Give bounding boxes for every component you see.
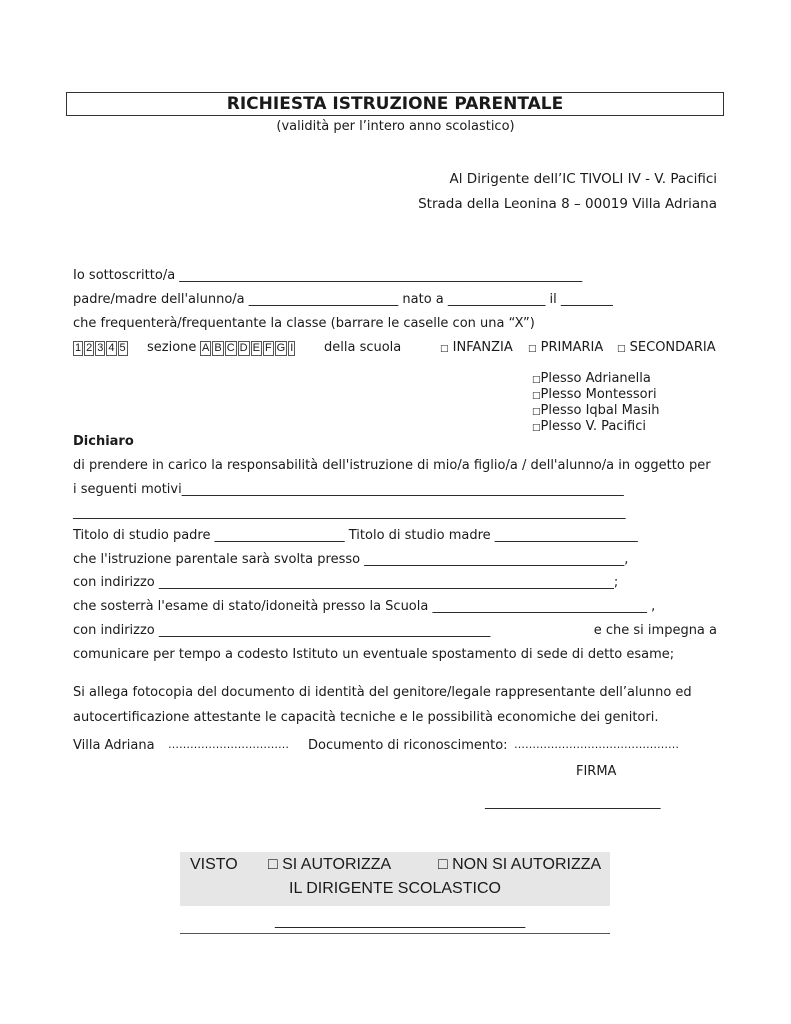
section-box-d[interactable]: D	[239, 342, 248, 354]
plesso-pacifici[interactable]	[532, 419, 646, 434]
data-field[interactable]: ……………………………	[168, 738, 289, 751]
level-infanzia[interactable]	[440, 340, 513, 355]
comunicare-line: comunicare per tempo a codesto Istituto un eventuale spostamento di sede di detto esame;	[73, 647, 675, 662]
frequentera-line: che frequenterà/frequentante la classe (barrare le caselle con una “X”)	[73, 316, 535, 331]
titolo-studio-line[interactable]: Titolo di studio padre ____________________ Titolo di studio madre ______________________	[73, 528, 638, 543]
level-primaria[interactable]	[528, 340, 603, 355]
level-primaria-label: PRIMARIA	[540, 340, 604, 355]
section-box-a[interactable]: A	[202, 342, 210, 354]
firma-line[interactable]: ___________________________	[485, 795, 661, 810]
class-box-5[interactable]: 5	[119, 342, 126, 354]
checkbox-icon[interactable]: □	[532, 375, 541, 385]
impegna-text: e che si impegna a	[593, 623, 717, 638]
visto-label: VISTO	[190, 856, 238, 873]
section-box-i[interactable]: I	[290, 342, 294, 354]
dichiaro-line-1: di prendere in carico la responsabilità dell'istruzione di mio/a figlio/a / dell'alunno/a in oggetto per	[73, 458, 711, 473]
plesso-iqbal-masih[interactable]	[532, 403, 659, 418]
documento-field[interactable]: ………………………………………	[514, 738, 679, 751]
recipient-line-2: Strada della Leonina 8 – 00019 Villa Adriana	[418, 196, 717, 212]
allega-line-2: autocertificazione attestante le capacità tecniche e le possibilità economiche dei genitori.	[73, 710, 659, 725]
sosterra-esame-line[interactable]: che sosterrà l'esame di stato/idoneità presso la Scuola _________________________________ ,	[73, 599, 656, 614]
level-infanzia-label: INFANZIA	[452, 340, 513, 355]
checkbox-icon[interactable]: □	[532, 407, 541, 417]
section-box-e[interactable]: E	[252, 342, 260, 354]
plesso-label: Plesso V. Pacifici	[540, 419, 647, 434]
luogo-label: Villa Adriana	[73, 738, 155, 753]
level-secondaria[interactable]	[617, 340, 716, 355]
allega-line-1: Si allega fotocopia del documento di identità del genitore/legale rappresentante dell’alunno ed	[73, 685, 692, 700]
section-selection-row	[200, 340, 296, 356]
level-secondaria-label: SECONDARIA	[629, 340, 716, 355]
section-box-b[interactable]: B	[214, 342, 222, 354]
sezione-label: sezione	[147, 340, 197, 355]
dirigente-signature-line[interactable]: ______________________________	[275, 912, 526, 929]
class-box-3[interactable]: 3	[97, 342, 104, 354]
bottom-divider	[180, 933, 610, 934]
checkbox-icon[interactable]: □	[528, 344, 537, 354]
si-autorizza-label: SI AUTORIZZA	[277, 856, 392, 873]
checkbox-icon[interactable]: □	[532, 391, 541, 401]
sottoscritto-line[interactable]: Io sottoscritto/a ______________________________________________________________	[73, 268, 583, 283]
svolta-presso-line[interactable]: che l'istruzione parentale sarà svolta presso ________________________________________,	[73, 552, 629, 567]
checkbox-icon[interactable]: □	[440, 344, 449, 354]
plesso-label: Plesso Adrianella	[540, 371, 651, 386]
non-si-autorizza-label: NON SI AUTORIZZA	[447, 856, 602, 873]
section-box-f[interactable]: F	[264, 342, 272, 354]
checkbox-icon[interactable]: □	[617, 344, 626, 354]
section-box-g[interactable]: G	[276, 342, 286, 354]
class-box-1[interactable]: 1	[75, 342, 82, 354]
class-box-4[interactable]: 4	[108, 342, 115, 354]
plesso-label: Plesso Montessori	[540, 387, 657, 402]
padre-madre-line[interactable]: padre/madre dell'alunno/a _______________________ nato a _______________ il ________	[73, 292, 613, 307]
document-title: RICHIESTA ISTRUZIONE PARENTALE	[66, 92, 724, 116]
plesso-adrianella[interactable]	[532, 371, 651, 386]
dichiaro-heading: Dichiaro	[73, 434, 134, 449]
motivi-line[interactable]: i seguenti motivi____________________________________________________________________	[73, 482, 624, 497]
class-box-2[interactable]: 2	[86, 342, 93, 354]
motivi-line-2[interactable]: _____________________________________________________________________________________	[73, 505, 626, 520]
si-autorizza-option[interactable]	[268, 856, 391, 874]
della-scuola-label: della scuola	[324, 340, 402, 355]
non-si-autorizza-option[interactable]	[438, 856, 601, 874]
checkbox-icon[interactable]: □	[532, 423, 541, 433]
checkbox-icon[interactable]: □	[268, 856, 278, 873]
dirigente-label: IL DIRIGENTE SCOLASTICO	[289, 880, 501, 897]
indirizzo-line-2[interactable]: con indirizzo ___________________________________________________	[73, 623, 491, 638]
plesso-montessori[interactable]	[532, 387, 657, 402]
plesso-label: Plesso Iqbal Masih	[540, 403, 660, 418]
indirizzo-line-1[interactable]: con indirizzo ______________________________________________________________________;	[73, 575, 619, 590]
firma-label: FIRMA	[576, 764, 617, 779]
visto-box	[180, 852, 610, 906]
checkbox-icon[interactable]: □	[438, 856, 448, 873]
section-box-c[interactable]: C	[226, 342, 235, 354]
class-selection-row	[73, 340, 129, 356]
documento-label: Documento di riconoscimento:	[308, 738, 508, 753]
document-subtitle: (validità per l’intero anno scolastico)	[276, 119, 515, 134]
recipient-line-1: Al Dirigente dell’IC TIVOLI IV - V. Pacifici	[449, 171, 717, 187]
